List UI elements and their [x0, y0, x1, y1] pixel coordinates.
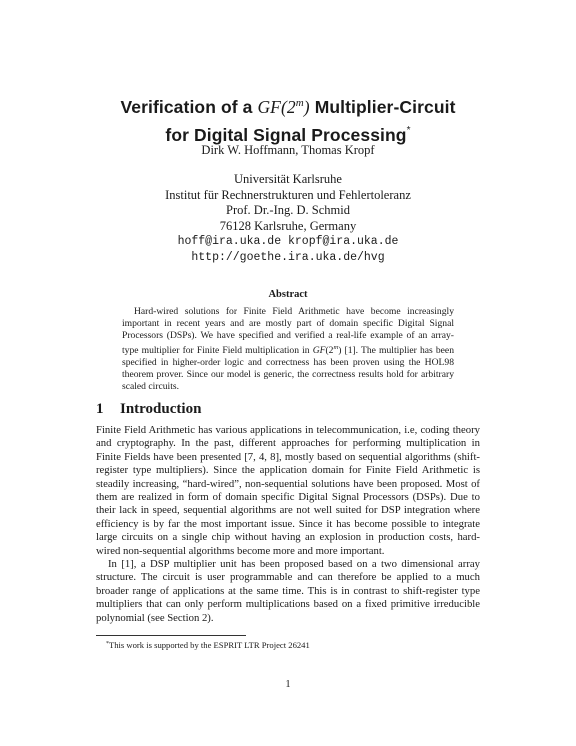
author-emails[interactable]: hoff@ira.uka.de kropf@ira.uka.de [177, 235, 399, 248]
footnote-mark: * [106, 641, 109, 647]
introduction-paragraph-1: Finite Field Arithmetic has various applications in telecommunication, i.e, coding theory and cryptography. In the past, different approaches for performing multiplication in Finite Fields have been presented [7, 4, 8], mostly based on sequential algorithms (shift-register type multipliers). Since the application domain for Finite Field Arithmetic is steadily increasing, “hard-wired”, non-sequential solutions have been proposed. Most of them are realized in form of domain specific Digital Signal Processors (DSPs). Due to their lack in speed, sequential algorithms are not well suited for DSP integration where efficiency is by far the most important issue. Since it has become possible to integrate large circuits on a single chip without having an explosion in production costs, hard-wired non-sequential algorithms become more and more important. [96, 424, 480, 557]
title-prefix: Verification of a [120, 97, 258, 117]
title-math-close: ) [303, 97, 310, 117]
affiliation-line-professor: Prof. Dr.-Ing. D. Schmid [226, 203, 350, 217]
title-math-exponent: m [295, 97, 304, 109]
section-heading-introduction [96, 400, 496, 418]
group-url-link[interactable]: http://goethe.ira.uka.de/hvg [191, 250, 385, 264]
page-number: 1 [285, 679, 291, 690]
title-math-gf: GF [257, 97, 281, 117]
introduction-body [96, 424, 480, 625]
section-title: Introduction [120, 401, 202, 417]
abstract-math-gf: GF [312, 345, 326, 356]
footnote-text: This work is supported by the ESPRIT LTR Project 26241 [109, 640, 310, 650]
abstract-text-part-1: Hard-wired solutions for Finite Field Arithmetic have become increasingly important in recent years and are mostly part of domain specific Digital Signal Processors (DSPs). We have specified and verified a real-life example of an array-type multiplier for Finite Field multiplication in [122, 306, 454, 356]
paper-title [60, 92, 516, 147]
introduction-paragraph-2: In [1], a DSP multiplier unit has been proposed based on a two dimensional array structure. The circuit is user programmable and can therefore be applied to a much broader range of applications at the same time. This is in contrast to shift-register type multipliers that can only perform multiplications based on a fixed primitive irreducible polynomial (see Section 2). [96, 558, 480, 624]
footnote [96, 639, 480, 651]
affiliation-line-university: Universität Karlsruhe [234, 172, 342, 186]
title-footnote-mark: * [406, 125, 411, 136]
abstract-math-close: ) [338, 345, 342, 356]
section-number: 1 [96, 401, 104, 417]
abstract-math-exponent: m [333, 344, 339, 351]
abstract-math-arg: (2 [325, 345, 334, 356]
affiliation-block [60, 172, 516, 265]
abstract-paragraph [122, 306, 454, 393]
abstract-text-part-2: [1]. The multiplier has been specified in higher-order logic and correctness has been proven using the HOL98 theorem prover. Since our model is generic, the correctness results hold for arbitrary scaled circuits. [122, 345, 454, 392]
affiliation-line-address: 76128 Karlsruhe, Germany [219, 218, 357, 233]
affiliation-line-institute: Institut für Rechnerstrukturen und Fehlertoleranz [165, 187, 411, 202]
footnote-divider [96, 635, 246, 636]
author-list: Dirk W. Hoffmann, Thomas Kropf [201, 143, 375, 157]
abstract-heading: Abstract [268, 289, 308, 300]
abstract-body [122, 306, 454, 393]
title-line-2: for Digital Signal Processing [165, 125, 407, 145]
title-suffix: Multiplier-Circuit [309, 97, 456, 117]
title-math-arg: (2 [280, 97, 296, 117]
